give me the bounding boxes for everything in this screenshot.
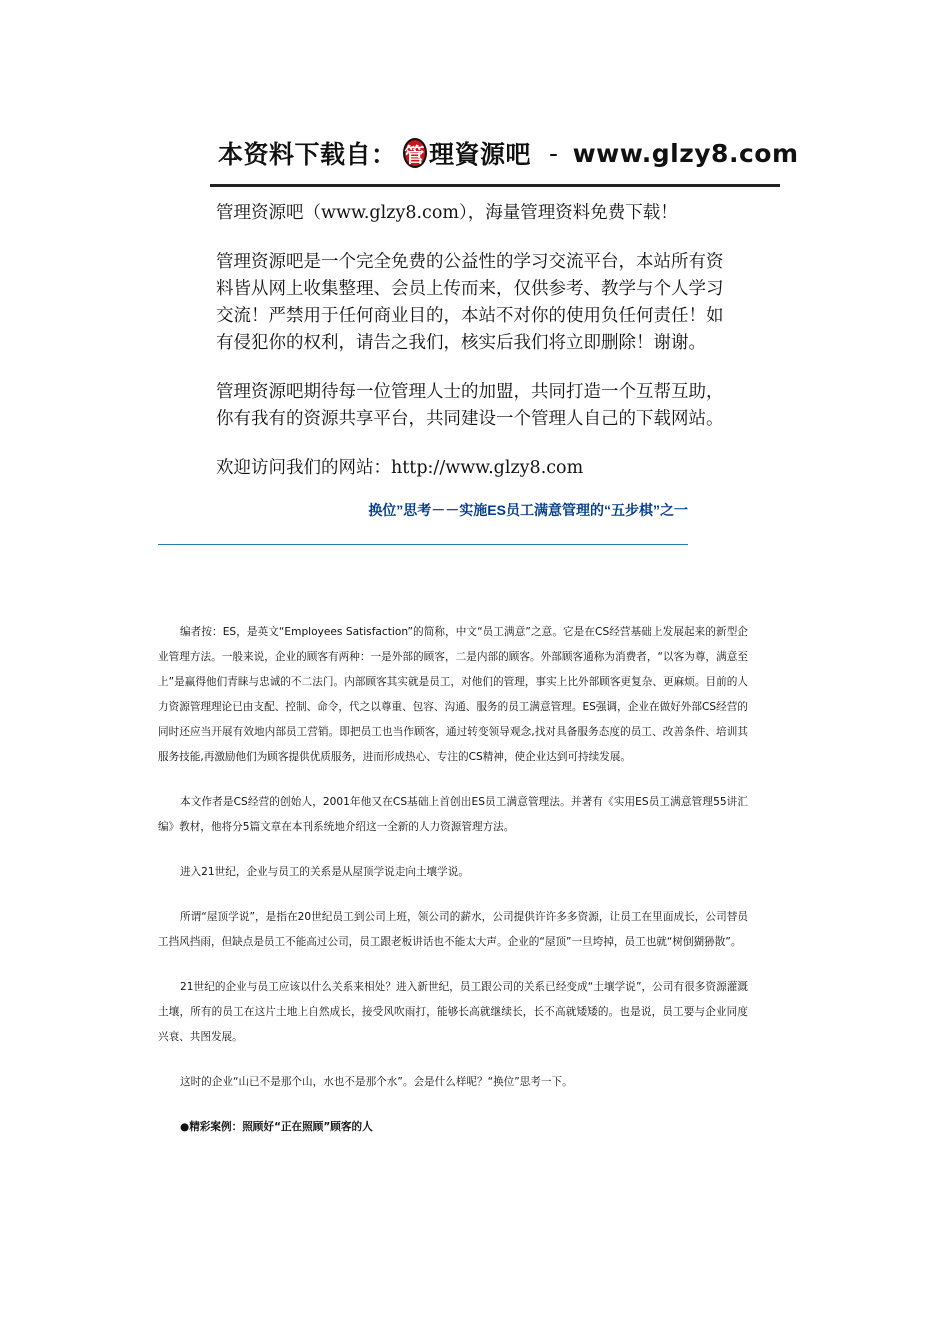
- banner-url[interactable]: www.glzy8.com: [572, 138, 799, 168]
- download-banner: [210, 130, 799, 187]
- case-heading: ●精彩案例：照顾好“正在照顾”顾客的人: [180, 1121, 373, 1133]
- banner-title: [210, 130, 799, 176]
- banner-divider: [210, 184, 780, 187]
- editor-note-paragraph: 编者按：ES，是英文“Employees Satisfaction”的简称，中文“员工满意”之意。它是在CS经营基础上发展起来的新型企业管理方法。一般来说，企业的顾客有两种：一是外部的顾客，二是内部的顾客。外部顾客通称为消费者，“以客为尊，满意至上”是赢得他们青睐与忠诚的不二法门。内部顾客其实就是员工，对他们的管理，事实上比外部顾客更复杂、更麻烦。目前的人力资源管理理论已由支配、控制、命令，代之以尊重、包容、沟通、服务的员工满意管理。ES强调，企业在做好外部CS经营的同时还应当开展有效地内部员工营销。即把员工也当作顾客，通过转变领导观念,找对具备服务态度的员工、改善条件、培训其服务技能,再激励他们为顾客提供优质服务，进而形成热心、专注的CS精神，使企业达到可持续发展。: [158, 626, 748, 763]
- banner-notice: [216, 200, 781, 482]
- body-paragraph: 所谓“屋顶学说”，是指在20世纪员工到公司上班，领公司的薪水，公司提供许许多多资源，让员工在里面成长，公司替员工挡风挡雨，但缺点是员工不能高过公司，员工跟老板讲话也不能太大声。企业的“屋顶”一旦垮掉，员工也就“树倒猢狲散”。: [158, 911, 748, 948]
- notice-line: 有侵犯你的权利，请告之我们，核实后我们将立即删除！谢谢。: [216, 333, 706, 353]
- notice-line: 管理资源吧期待每一位管理人士的加盟，共同打造一个互帮互助，: [216, 382, 724, 402]
- article-title: 换位”思考－－实施ES员工满意管理的“五步棋”之一: [368, 502, 688, 518]
- notice-line: 交流！严禁用于任何商业目的，本站不对你的使用负任何责任！如: [216, 306, 724, 326]
- author-paragraph: 本文作者是CS经营的创始人，2001年他又在CS基础上首创出ES员工满意管理法。并著有《实用ES员工满意管理55讲汇编》教材，他将分5篇文章在本刊系统地介绍这一全新的人力资源管理方法。: [158, 796, 748, 833]
- notice-line: 你有我有的资源共享平台，共同建设一个管理人自己的下载网站。: [216, 409, 724, 429]
- notice-line: 管理资源吧是一个完全免费的公益性的学习交流平台，本站所有资: [216, 252, 724, 272]
- banner-site-name: 理資源吧: [429, 140, 532, 169]
- body-paragraph: 21世纪的企业与员工应该以什么关系来相处？进入新世纪，员工跟公司的关系已经变成“土壤学说”，公司有很多资源灌溉土壤，所有的员工在这片土地上自然成长，接受风吹雨打，能够长高就继续长，长不高就矮矮的。也是说，员工要与企业同度兴衰、共图发展。: [158, 981, 748, 1043]
- banner-dash: -: [549, 138, 559, 168]
- notice-line: 料皆从网上收集整理、会员上传而来，仅供参考、教学与个人学习: [216, 279, 724, 299]
- body-paragraph: 进入21世纪，企业与员工的关系是从屋顶学说走向土壤学说。: [180, 866, 469, 878]
- body-paragraph: 这时的企业“山已不是那个山，水也不是那个水”。会是什么样呢？“换位”思考一下。: [180, 1076, 573, 1088]
- article-body: [158, 620, 748, 1140]
- title-divider: [158, 544, 688, 545]
- site-logo-icon: 管: [403, 138, 428, 168]
- notice-line: 管理资源吧（www.glzy8.com），海量管理资料免费下载！: [216, 203, 678, 223]
- website-link-line[interactable]: 欢迎访问我们的网站：http://www.glzy8.com: [216, 458, 584, 478]
- banner-prefix: 本资料下载自：: [218, 140, 397, 169]
